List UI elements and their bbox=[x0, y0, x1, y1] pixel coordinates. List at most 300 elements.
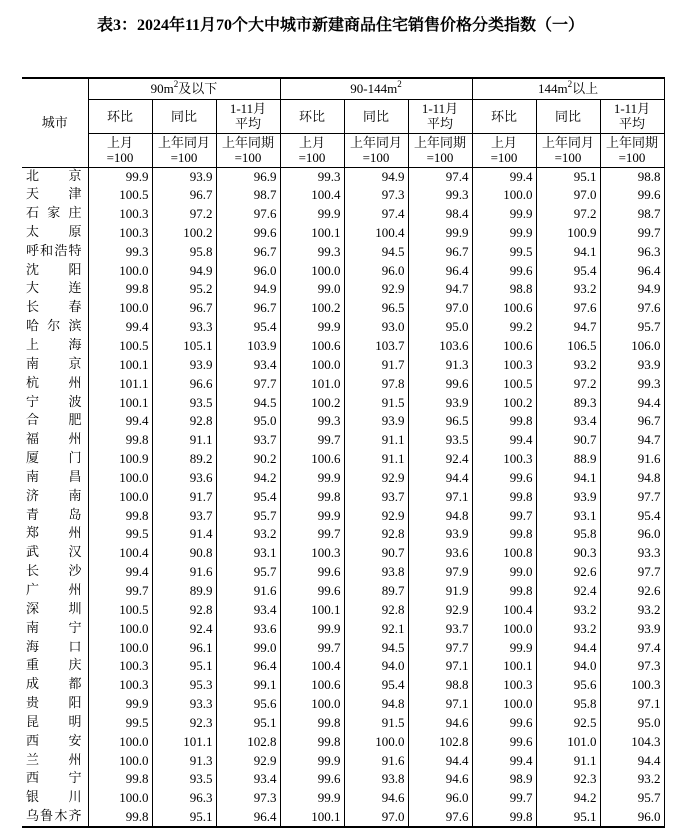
index-value: 99.2 bbox=[472, 318, 536, 337]
table-row bbox=[22, 732, 664, 751]
index-value: 91.1 bbox=[344, 450, 408, 469]
index-value: 99.7 bbox=[472, 506, 536, 525]
index-value: 97.6 bbox=[408, 808, 472, 827]
index-value: 95.4 bbox=[344, 676, 408, 695]
index-value: 92.8 bbox=[152, 412, 216, 431]
index-value: 100.2 bbox=[280, 393, 344, 412]
index-value: 94.9 bbox=[600, 280, 664, 299]
table-row bbox=[22, 167, 664, 186]
index-value: 90.7 bbox=[536, 431, 600, 450]
index-value: 100.4 bbox=[280, 186, 344, 205]
index-value: 97.6 bbox=[216, 205, 280, 224]
index-value: 103.6 bbox=[408, 337, 472, 356]
index-value: 99.9 bbox=[408, 224, 472, 243]
city-name: 大连 bbox=[26, 281, 82, 297]
base-label: 上年同月 bbox=[541, 135, 594, 150]
city-name: 太原 bbox=[26, 224, 82, 240]
index-value: 97.6 bbox=[536, 299, 600, 318]
base-value: =100 bbox=[106, 150, 134, 165]
index-value: 99.8 bbox=[472, 582, 536, 601]
base-value: =100 bbox=[490, 150, 518, 165]
index-value: 101.1 bbox=[88, 374, 152, 393]
index-value: 99.7 bbox=[280, 525, 344, 544]
index-value: 94.4 bbox=[536, 638, 600, 657]
index-value: 100.0 bbox=[88, 638, 152, 657]
index-value: 93.3 bbox=[152, 318, 216, 337]
index-value: 97.1 bbox=[408, 695, 472, 714]
table-row bbox=[22, 337, 664, 356]
index-value: 93.4 bbox=[536, 412, 600, 431]
index-value: 89.9 bbox=[152, 582, 216, 601]
city-name: 银川 bbox=[26, 790, 82, 806]
index-value: 99.9 bbox=[280, 205, 344, 224]
base-label: 上年同月 bbox=[157, 135, 210, 150]
index-value: 96.6 bbox=[152, 374, 216, 393]
index-value: 99.0 bbox=[472, 563, 536, 582]
index-value: 95.8 bbox=[536, 695, 600, 714]
index-value: 97.9 bbox=[408, 563, 472, 582]
base-header bbox=[152, 133, 216, 167]
base-value: =100 bbox=[426, 150, 454, 165]
index-value: 94.4 bbox=[408, 469, 472, 488]
index-value: 92.8 bbox=[152, 600, 216, 619]
metric-label: 环比 bbox=[490, 108, 517, 124]
index-value: 93.9 bbox=[408, 393, 472, 412]
table-row bbox=[22, 186, 664, 205]
index-value: 100.0 bbox=[344, 732, 408, 751]
header-row-groups bbox=[22, 78, 664, 99]
index-value: 95.4 bbox=[216, 318, 280, 337]
index-value: 93.7 bbox=[152, 506, 216, 525]
index-value: 99.6 bbox=[600, 186, 664, 205]
group-label: 90m bbox=[150, 81, 174, 97]
index-value: 99.3 bbox=[88, 242, 152, 261]
index-value: 90.8 bbox=[152, 544, 216, 563]
table-row bbox=[22, 299, 664, 318]
index-value: 93.3 bbox=[152, 695, 216, 714]
table-row bbox=[22, 808, 664, 827]
index-value: 92.9 bbox=[344, 469, 408, 488]
city-name: 青岛 bbox=[26, 507, 82, 523]
index-value: 94.8 bbox=[408, 506, 472, 525]
index-value: 100.0 bbox=[280, 695, 344, 714]
group-label-suffix: 及以下 bbox=[178, 81, 218, 97]
index-value: 100.4 bbox=[88, 544, 152, 563]
index-value: 100.0 bbox=[280, 355, 344, 374]
table-row bbox=[22, 280, 664, 299]
index-value: 99.5 bbox=[472, 242, 536, 261]
index-value: 99.9 bbox=[88, 695, 152, 714]
index-value: 93.9 bbox=[536, 487, 600, 506]
index-value: 96.7 bbox=[600, 412, 664, 431]
index-value: 96.4 bbox=[216, 808, 280, 827]
table-row bbox=[22, 506, 664, 525]
index-value: 94.0 bbox=[344, 657, 408, 676]
index-value: 99.9 bbox=[280, 619, 344, 638]
table-row bbox=[22, 355, 664, 374]
table-row bbox=[22, 450, 664, 469]
index-value: 100.0 bbox=[280, 261, 344, 280]
index-value: 95.7 bbox=[216, 563, 280, 582]
index-value: 94.7 bbox=[600, 431, 664, 450]
index-value: 95.4 bbox=[216, 487, 280, 506]
index-value: 95.4 bbox=[536, 261, 600, 280]
base-header bbox=[344, 133, 408, 167]
index-value: 100.3 bbox=[472, 450, 536, 469]
base-value: =100 bbox=[234, 150, 262, 165]
index-value: 97.7 bbox=[600, 487, 664, 506]
index-value: 99.6 bbox=[408, 374, 472, 393]
index-value: 91.4 bbox=[152, 525, 216, 544]
metric-label: 同比 bbox=[554, 108, 581, 124]
index-value: 95.2 bbox=[152, 280, 216, 299]
city-name: 郑州 bbox=[26, 526, 82, 542]
index-value: 94.9 bbox=[152, 261, 216, 280]
index-value: 93.6 bbox=[408, 544, 472, 563]
metric-header bbox=[280, 99, 344, 133]
index-value: 99.9 bbox=[88, 167, 152, 186]
index-value: 100.5 bbox=[88, 186, 152, 205]
index-value: 93.5 bbox=[152, 770, 216, 789]
base-value: =100 bbox=[362, 150, 390, 165]
index-value: 93.9 bbox=[152, 167, 216, 186]
index-value: 93.9 bbox=[344, 412, 408, 431]
city-name: 南昌 bbox=[26, 469, 82, 485]
index-value: 98.8 bbox=[408, 676, 472, 695]
city-name: 昆明 bbox=[26, 714, 82, 730]
index-value: 96.7 bbox=[152, 186, 216, 205]
index-value: 99.4 bbox=[472, 431, 536, 450]
index-value: 91.6 bbox=[344, 751, 408, 770]
index-value: 103.9 bbox=[216, 337, 280, 356]
index-value: 97.8 bbox=[344, 374, 408, 393]
index-value: 97.1 bbox=[600, 695, 664, 714]
table-row bbox=[22, 676, 664, 695]
index-value: 98.9 bbox=[472, 770, 536, 789]
city-name: 武汉 bbox=[26, 545, 82, 561]
index-value: 94.4 bbox=[600, 751, 664, 770]
metric-header bbox=[152, 99, 216, 133]
index-value: 92.6 bbox=[536, 563, 600, 582]
index-value: 94.5 bbox=[216, 393, 280, 412]
base-label: 上年同期 bbox=[413, 135, 466, 150]
index-value: 93.7 bbox=[344, 487, 408, 506]
index-value: 94.6 bbox=[408, 770, 472, 789]
header-row-base bbox=[22, 133, 664, 167]
index-value: 100.5 bbox=[88, 337, 152, 356]
index-value: 97.7 bbox=[216, 374, 280, 393]
index-value: 99.3 bbox=[280, 242, 344, 261]
index-value: 99.8 bbox=[88, 506, 152, 525]
index-value: 91.5 bbox=[344, 713, 408, 732]
index-value: 98.8 bbox=[472, 280, 536, 299]
index-value: 93.4 bbox=[216, 770, 280, 789]
index-value: 92.8 bbox=[344, 525, 408, 544]
index-value: 93.6 bbox=[152, 469, 216, 488]
index-value: 100.0 bbox=[472, 619, 536, 638]
index-value: 100.3 bbox=[88, 224, 152, 243]
index-value: 93.5 bbox=[152, 393, 216, 412]
index-value: 99.5 bbox=[88, 525, 152, 544]
index-value: 99.4 bbox=[88, 318, 152, 337]
index-value: 93.1 bbox=[216, 544, 280, 563]
city-name: 成都 bbox=[26, 677, 82, 693]
index-value: 101.0 bbox=[280, 374, 344, 393]
index-value: 96.0 bbox=[216, 261, 280, 280]
group-label-sup: 2 bbox=[397, 79, 402, 90]
table-row bbox=[22, 638, 664, 657]
index-value: 95.1 bbox=[152, 808, 216, 827]
index-value: 97.7 bbox=[408, 638, 472, 657]
index-value: 91.6 bbox=[152, 563, 216, 582]
table-row bbox=[22, 789, 664, 808]
metric-label-line2: 平均 bbox=[234, 116, 261, 131]
table-row bbox=[22, 770, 664, 789]
index-value: 91.5 bbox=[344, 393, 408, 412]
index-value: 100.9 bbox=[536, 224, 600, 243]
index-value: 93.9 bbox=[600, 619, 664, 638]
index-value: 99.5 bbox=[88, 713, 152, 732]
index-value: 96.5 bbox=[408, 412, 472, 431]
index-value: 99.7 bbox=[280, 431, 344, 450]
index-value: 100.0 bbox=[88, 487, 152, 506]
index-value: 94.7 bbox=[408, 280, 472, 299]
index-value: 93.2 bbox=[600, 770, 664, 789]
base-label: 上月 bbox=[490, 135, 517, 150]
index-value: 97.7 bbox=[600, 563, 664, 582]
index-value: 95.0 bbox=[600, 713, 664, 732]
index-value: 97.4 bbox=[600, 638, 664, 657]
table-row bbox=[22, 582, 664, 601]
index-value: 99.7 bbox=[472, 789, 536, 808]
metric-header bbox=[344, 99, 408, 133]
index-value: 100.9 bbox=[88, 450, 152, 469]
city-name: 长春 bbox=[26, 300, 82, 316]
table-row bbox=[22, 431, 664, 450]
metric-label: 1-11月 bbox=[421, 101, 459, 116]
city-name: 石家庄 bbox=[26, 206, 82, 222]
index-value: 99.9 bbox=[280, 506, 344, 525]
index-value: 97.3 bbox=[216, 789, 280, 808]
index-value: 93.8 bbox=[344, 563, 408, 582]
index-value: 99.6 bbox=[472, 732, 536, 751]
index-value: 100.3 bbox=[88, 657, 152, 676]
group-label: 90-144m bbox=[350, 81, 398, 97]
index-value: 93.9 bbox=[600, 355, 664, 374]
metric-header bbox=[88, 99, 152, 133]
table-row bbox=[22, 657, 664, 676]
index-value: 93.4 bbox=[216, 355, 280, 374]
index-value: 97.2 bbox=[152, 205, 216, 224]
index-value: 96.7 bbox=[216, 299, 280, 318]
table-header bbox=[22, 78, 664, 167]
index-value: 94.2 bbox=[536, 789, 600, 808]
index-value: 99.0 bbox=[280, 280, 344, 299]
city-name: 重庆 bbox=[26, 658, 82, 674]
index-value: 96.4 bbox=[216, 657, 280, 676]
index-value: 100.1 bbox=[280, 808, 344, 827]
metric-label-line2: 平均 bbox=[619, 116, 646, 131]
table-row bbox=[22, 261, 664, 280]
index-value: 95.6 bbox=[536, 676, 600, 695]
index-value: 94.2 bbox=[216, 469, 280, 488]
index-value: 100.6 bbox=[280, 337, 344, 356]
metric-header bbox=[536, 99, 600, 133]
index-value: 96.5 bbox=[344, 299, 408, 318]
base-header bbox=[280, 133, 344, 167]
header-row-metrics bbox=[22, 99, 664, 133]
index-value: 95.7 bbox=[600, 318, 664, 337]
base-header bbox=[88, 133, 152, 167]
index-value: 100.1 bbox=[280, 600, 344, 619]
index-value: 95.1 bbox=[536, 808, 600, 827]
table-row bbox=[22, 713, 664, 732]
index-value: 92.4 bbox=[152, 619, 216, 638]
index-value: 99.6 bbox=[472, 713, 536, 732]
index-value: 99.6 bbox=[280, 563, 344, 582]
index-value: 94.1 bbox=[536, 469, 600, 488]
index-value: 99.3 bbox=[280, 412, 344, 431]
group-label-sup: 2 bbox=[173, 79, 179, 90]
index-value: 100.3 bbox=[472, 355, 536, 374]
index-value: 99.8 bbox=[472, 412, 536, 431]
city-name: 哈尔滨 bbox=[26, 319, 82, 335]
index-value: 90.3 bbox=[536, 544, 600, 563]
index-value: 92.9 bbox=[344, 280, 408, 299]
index-value: 95.1 bbox=[152, 657, 216, 676]
index-value: 99.3 bbox=[600, 374, 664, 393]
index-value: 100.5 bbox=[88, 600, 152, 619]
city-name: 北京 bbox=[26, 168, 82, 184]
table-body bbox=[22, 167, 664, 827]
index-value: 93.7 bbox=[216, 431, 280, 450]
metric-header bbox=[408, 99, 472, 133]
table-row bbox=[22, 318, 664, 337]
index-value: 94.8 bbox=[600, 469, 664, 488]
base-header bbox=[536, 133, 600, 167]
index-value: 93.2 bbox=[536, 280, 600, 299]
index-value: 97.1 bbox=[408, 657, 472, 676]
table-row bbox=[22, 600, 664, 619]
table-row bbox=[22, 374, 664, 393]
city-name: 厦门 bbox=[26, 451, 82, 467]
index-value: 100.6 bbox=[472, 337, 536, 356]
index-value: 100.4 bbox=[472, 600, 536, 619]
index-value: 98.7 bbox=[216, 186, 280, 205]
index-value: 91.1 bbox=[152, 431, 216, 450]
index-value: 91.6 bbox=[216, 582, 280, 601]
index-value: 99.8 bbox=[472, 525, 536, 544]
index-value: 96.9 bbox=[216, 167, 280, 186]
index-value: 103.7 bbox=[344, 337, 408, 356]
index-value: 99.9 bbox=[472, 205, 536, 224]
city-name: 深圳 bbox=[26, 601, 82, 617]
index-value: 99.9 bbox=[280, 751, 344, 770]
index-value: 96.7 bbox=[216, 242, 280, 261]
index-value: 99.8 bbox=[280, 487, 344, 506]
city-name: 合肥 bbox=[26, 413, 82, 429]
index-value: 92.6 bbox=[600, 582, 664, 601]
index-value: 100.0 bbox=[88, 751, 152, 770]
index-value: 92.9 bbox=[216, 751, 280, 770]
index-value: 93.2 bbox=[600, 600, 664, 619]
index-value: 95.6 bbox=[216, 695, 280, 714]
metric-header bbox=[216, 99, 280, 133]
index-value: 90.7 bbox=[344, 544, 408, 563]
index-value: 93.2 bbox=[216, 525, 280, 544]
table-row bbox=[22, 224, 664, 243]
index-value: 99.6 bbox=[280, 770, 344, 789]
index-value: 94.7 bbox=[536, 318, 600, 337]
metric-label: 同比 bbox=[170, 108, 197, 124]
index-value: 100.8 bbox=[472, 544, 536, 563]
index-value: 97.2 bbox=[536, 374, 600, 393]
index-value: 100.5 bbox=[472, 374, 536, 393]
city-name: 长沙 bbox=[26, 564, 82, 580]
index-value: 102.8 bbox=[216, 732, 280, 751]
city-name: 广州 bbox=[26, 582, 82, 598]
area-group-header bbox=[280, 78, 472, 99]
index-value: 99.9 bbox=[280, 789, 344, 808]
metric-label: 1-11月 bbox=[613, 101, 651, 116]
index-value: 104.3 bbox=[600, 732, 664, 751]
index-value: 100.3 bbox=[280, 544, 344, 563]
index-value: 93.9 bbox=[152, 355, 216, 374]
index-value: 91.3 bbox=[152, 751, 216, 770]
index-value: 106.0 bbox=[600, 337, 664, 356]
city-name: 天津 bbox=[26, 187, 82, 203]
index-value: 99.6 bbox=[216, 224, 280, 243]
index-value: 92.5 bbox=[536, 713, 600, 732]
index-value: 99.8 bbox=[472, 808, 536, 827]
index-value: 95.1 bbox=[536, 167, 600, 186]
index-value: 92.4 bbox=[408, 450, 472, 469]
index-value: 100.4 bbox=[280, 657, 344, 676]
index-value: 98.7 bbox=[600, 205, 664, 224]
metric-label: 环比 bbox=[106, 108, 133, 124]
base-label: 上年同期 bbox=[221, 135, 274, 150]
index-value: 95.7 bbox=[600, 789, 664, 808]
index-value: 95.1 bbox=[216, 713, 280, 732]
index-value: 95.8 bbox=[152, 242, 216, 261]
price-index-table bbox=[22, 77, 665, 828]
index-value: 93.9 bbox=[408, 525, 472, 544]
city-name: 杭州 bbox=[26, 375, 82, 391]
area-group-header bbox=[472, 78, 664, 99]
table-row bbox=[22, 469, 664, 488]
index-value: 89.7 bbox=[344, 582, 408, 601]
index-value: 98.4 bbox=[408, 205, 472, 224]
index-value: 99.8 bbox=[280, 713, 344, 732]
index-value: 100.0 bbox=[88, 732, 152, 751]
table-row bbox=[22, 393, 664, 412]
index-value: 93.5 bbox=[408, 431, 472, 450]
index-value: 105.1 bbox=[152, 337, 216, 356]
index-value: 99.1 bbox=[216, 676, 280, 695]
index-value: 100.6 bbox=[280, 450, 344, 469]
table-row bbox=[22, 751, 664, 770]
index-value: 100.0 bbox=[88, 789, 152, 808]
metric-header bbox=[600, 99, 664, 133]
table-row bbox=[22, 412, 664, 431]
index-value: 89.3 bbox=[536, 393, 600, 412]
index-value: 92.8 bbox=[344, 600, 408, 619]
index-value: 93.6 bbox=[216, 619, 280, 638]
base-header bbox=[408, 133, 472, 167]
index-value: 96.4 bbox=[408, 261, 472, 280]
metric-label: 环比 bbox=[298, 108, 325, 124]
index-value: 99.7 bbox=[280, 638, 344, 657]
